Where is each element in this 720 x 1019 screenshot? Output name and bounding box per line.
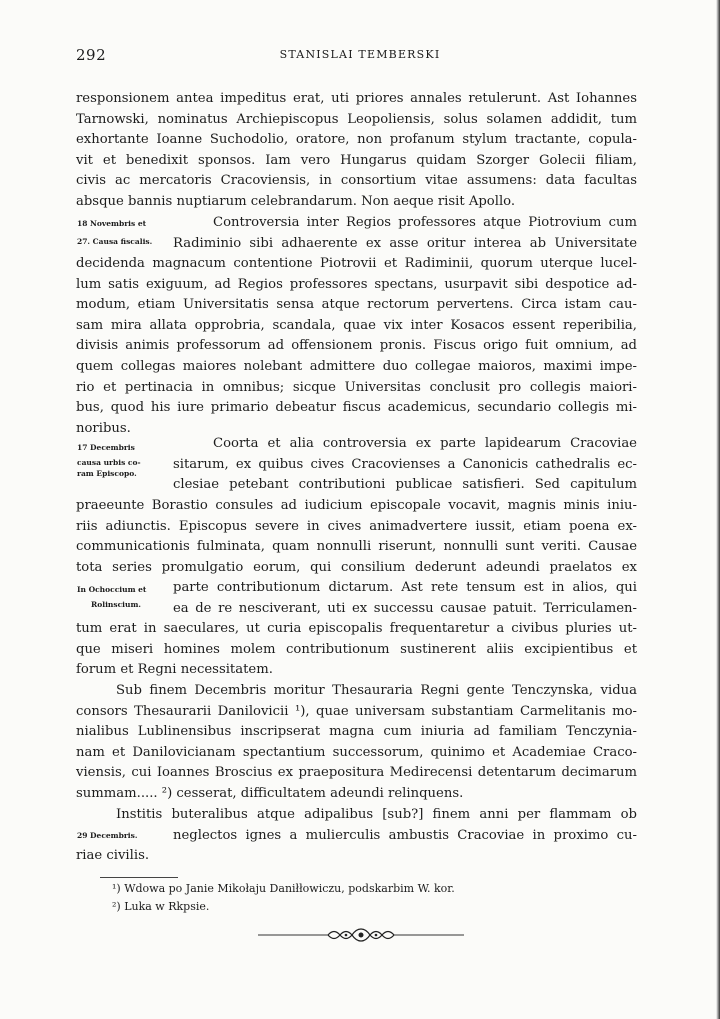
text-line: riis adiunctis. Episcopus severe in cives animadvertere iussit, etiam poena ex- [76, 518, 637, 534]
text-line: divisis animis professorum ad offensionem pronis. Fiscus origo fuit omnium, ad [76, 338, 637, 354]
text-line: responsionem antea impeditus erat, uti priores annales retulerunt. Ast Iohannes [76, 91, 637, 106]
text-line: quem collegas maiores nolebant admittere duo collegae maioros, maximi impe- [76, 358, 637, 374]
text-line: Coorta et alia controversia ex parte lapidearum Cracoviae [213, 436, 637, 451]
text-line: absque bannis nuptiarum celebrandarum. Non aeque risit Apollo. [76, 193, 516, 209]
text-line: forum et Regni necessitatem. [76, 662, 273, 678]
margin-note-line: 27. Causa fiscalis. [77, 237, 153, 246]
margin-note-line: causa urbis co- [77, 458, 141, 467]
paragraph-5-indented [173, 826, 637, 847]
paragraph-1 [76, 89, 637, 213]
margin-note-line: 17 Decembris [77, 443, 135, 452]
paragraph-3-indented [173, 434, 637, 496]
paragraph-3-end [76, 619, 637, 681]
margin-note-line: Rolinscium. [91, 600, 142, 609]
running-head: STANISLAI TEMBERSKI [279, 48, 441, 61]
paragraph-4 [76, 681, 637, 805]
text-line: Sub finem Decembris moritur Thesauraria Regni gente Tenczynska, vidua [116, 683, 637, 698]
text-line: sam mira allata opprobria, scandala, quae vix inter Kosacos essent reperibilia, [76, 317, 637, 333]
text-line: lum satis exiguum, ad Regios professores spectans, usurpavit sibi despotice ad- [76, 276, 637, 292]
text-line: bus, quod his iure primario debeatur fiscus academicus, secundario collegis mi- [76, 400, 637, 416]
margin-note-line: ram Episcopo. [77, 469, 137, 478]
margin-note-december-29 [77, 830, 137, 841]
margin-note-line: In Ochoccium et [77, 585, 147, 594]
footnote-rule [100, 877, 178, 878]
paragraph-5 [76, 805, 637, 826]
text-line: praeeunte Borastio consules ad iudicium episcopale vocavit, magnis minis iniu- [76, 498, 637, 513]
margin-note-line: 18 Novembris et [77, 219, 147, 228]
page-number: 292 [76, 46, 107, 64]
page-edge-shadow [716, 0, 720, 1019]
footnote-2: ²) Luka w Rkpsie. [112, 900, 210, 913]
footnote-1: ¹) Wdowa po Janie Mikołaju Daniłłowiczu, podskarbim W. kor. [112, 882, 455, 895]
paragraph-5-end [76, 846, 637, 867]
text-line: riae civilis. [76, 848, 150, 863]
text-line: Controversia inter Regios professores atque Piotrovium cum [213, 215, 637, 230]
text-line: ea de re nesciverant, uti ex successu causae patuit. Terriculamen- [173, 600, 637, 616]
text-line: Radiminio sibi adhaerente ex asse oritur interea ab Universitate [173, 235, 637, 251]
text-line: neglectos ignes a mulierculis ambustis Cracoviae in proximo cu- [173, 828, 637, 843]
text-line: tum erat in saeculares, ut curia episcopalis frequentaretur a civibus pluries ut- [76, 621, 637, 636]
text-line: Institis buteralibus atque adipalibus [sub?] finem anni per flammam ob [116, 807, 637, 822]
margin-note-ochoccium [77, 584, 146, 610]
text-line: sitarum, ex quibus cives Cracovienses a Canonicis cathedralis ec- [173, 456, 637, 472]
text-line: Tarnowski, nominatus Archiepiscopus Leopoliensis, solus solamen addidit, tum [76, 111, 637, 127]
margin-note-line: 29 Decembris. [77, 831, 138, 840]
text-line: clesiae petebant contributioni publicae satisfieri. Sed capitulum [173, 477, 637, 493]
text-line: summam..... ²) cesserat, difficultatem adeundi relinquens. [76, 785, 464, 801]
text-line: parte contributionum dictarum. Ast rete tensum est in alios, qui [173, 580, 637, 595]
text-line: exhortante Ioanne Suchodolio, oratore, non profanum stylum tractante, copula- [76, 132, 637, 148]
margin-note-december-17 [77, 442, 141, 479]
text-line: tota series promulgatio eorum, qui consilium dederunt adeundi praelatos ex [76, 559, 637, 575]
text-line: viensis, cui Ioannes Broscius ex praepositura Medirecensi detentarum decimarum [76, 765, 637, 781]
text-line: communicationis fulminata, quam nonnulli riserunt, nonnulli sunt veriti. Causae [76, 539, 637, 555]
text-line: modum, etiam Universitatis sensa atque rectorum pervertens. Circa istam cau- [76, 297, 637, 313]
margin-note-november [77, 218, 152, 247]
text-line: civis ac mercatoris Cracoviensis, in consortium vitae assumens: data facultas [76, 173, 637, 189]
text-line: noribus. [76, 420, 131, 436]
text-line: nam et Danilovicianam spectantium successorum, quinimo et Academiae Craco- [76, 744, 637, 760]
text-line: consors Thesaurarii Danilovicii ¹), quae universam substantiam Carmelitanis mo- [76, 703, 637, 719]
text-line: vit et benedixit sponsos. Iam vero Hungarus quidam Szorger Golecii filiam, [76, 152, 637, 168]
text-line: nialibus Lublinensibus inscripserat magna cum iniuria ad familiam Tenczynia- [76, 724, 637, 740]
paragraph-3-indented-b [173, 578, 637, 619]
text-line: decidenda magnacum contentione Piotrovii et Radiminii, quorum uterque lucel- [76, 256, 637, 271]
ornament-icon [258, 925, 464, 945]
paragraph-3 [76, 496, 637, 578]
paragraph-2-indented [173, 213, 637, 254]
text-line: rio et pertinacia in omnibus; sicque Universitas conclusit pro collegis maiori- [76, 379, 637, 395]
text-line: que miseri homines molem contributionum sustinerent aliis excipientibus et [76, 641, 637, 657]
paragraph-2 [76, 254, 637, 439]
